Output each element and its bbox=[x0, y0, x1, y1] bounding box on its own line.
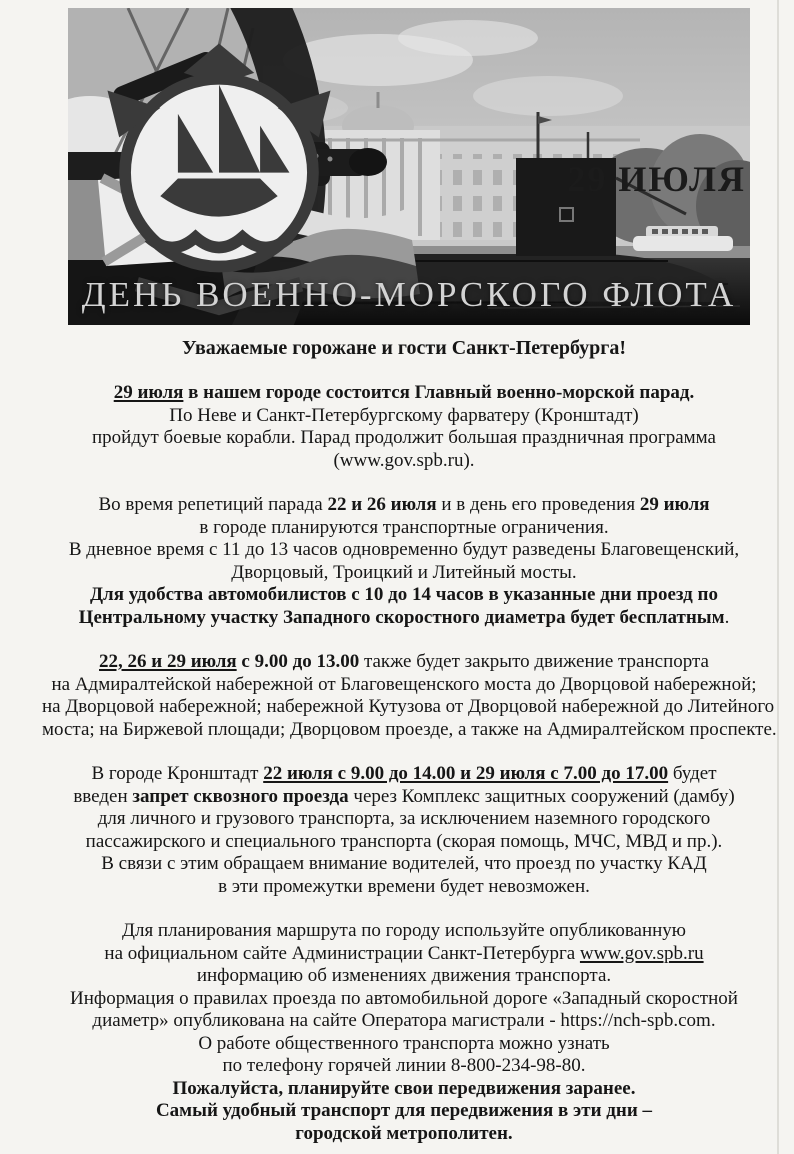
text-line bbox=[42, 965, 766, 988]
paragraph bbox=[42, 382, 766, 472]
text-run: с 9.00 до 13.00 bbox=[236, 651, 360, 672]
text-line bbox=[42, 651, 766, 674]
text-run: . bbox=[724, 606, 730, 628]
text-line bbox=[42, 808, 766, 831]
text-line bbox=[42, 876, 766, 899]
text-line bbox=[42, 718, 777, 742]
text-run: 29 июля bbox=[113, 382, 184, 403]
text-line bbox=[42, 607, 766, 630]
text-run: О работе общественного транспорта можно узнать bbox=[198, 1032, 610, 1054]
text-run: информацию об изменениях движения транспорта. bbox=[196, 965, 612, 986]
text-line bbox=[42, 696, 775, 719]
text-line bbox=[42, 539, 766, 562]
text-run: Дворцовый, Троицкий и Литейный мосты. bbox=[231, 561, 577, 583]
text-run: Для планирования маршрута по городу используйте опубликованную bbox=[122, 920, 686, 941]
text-run: будет bbox=[668, 763, 717, 784]
text-run: Самый удобный транспорт для передвижения в эти дни – bbox=[155, 1100, 653, 1121]
text-line bbox=[42, 763, 766, 786]
text-run: . bbox=[710, 1010, 716, 1031]
text-run: в нашем городе состоится Главный военно-морской парад. bbox=[183, 382, 695, 403]
text-line bbox=[42, 427, 766, 450]
text-line bbox=[42, 831, 766, 854]
text-line bbox=[42, 1055, 766, 1078]
text-run: Пожалуйста, планируйте свои передвижения заранее. bbox=[172, 1077, 636, 1099]
text-line bbox=[42, 1010, 766, 1033]
text-line bbox=[42, 786, 766, 809]
text-run: также будет закрыто движение транспорта bbox=[359, 651, 709, 672]
text-line bbox=[42, 1033, 766, 1056]
text-run: 29 июля bbox=[639, 494, 710, 515]
link-text: www.gov.spb.ru bbox=[579, 942, 704, 964]
document-body bbox=[42, 337, 777, 1145]
paragraph bbox=[42, 494, 766, 629]
scan-edge-artifact bbox=[777, 0, 779, 1154]
text-run: В связи с этим обращаем внимание водителей, что проезд по участку КАД bbox=[101, 853, 707, 874]
header-photo bbox=[68, 8, 750, 325]
text-run: пассажирского и специального транспорта (скорая помощь, МЧС, МВД и пр.). bbox=[85, 830, 723, 852]
text-run: В дневное время с 11 до 13 часов одновременно будут разведены Благовещенский, bbox=[68, 539, 740, 560]
paragraph bbox=[42, 763, 766, 898]
text-line bbox=[42, 1100, 766, 1123]
text-line bbox=[42, 450, 766, 473]
text-run: для личного и грузового транспорта, за исключением наземного городского bbox=[97, 808, 711, 829]
text-line bbox=[42, 1078, 766, 1101]
text-run: Во время репетиций парада bbox=[98, 494, 328, 515]
text-run: В городе Кронштадт bbox=[91, 763, 264, 784]
text-run: через Комплекс защитных сооружений (дамбу) bbox=[348, 785, 735, 807]
text-run: 22 июля с 9.00 до 14.00 и 29 июля с 7.00 до 17.00 bbox=[263, 763, 669, 784]
paragraph bbox=[42, 1078, 766, 1146]
text-line bbox=[42, 562, 766, 585]
text-line bbox=[42, 853, 766, 876]
text-run: по телефону горячей линии 8-800-234-98-80. bbox=[222, 1055, 586, 1076]
photo-title: ДЕНЬ ВОЕННО-МОРСКОГО ФЛОТА bbox=[81, 275, 737, 314]
text-line bbox=[42, 920, 766, 943]
text-line bbox=[42, 1123, 766, 1146]
text-run: на Дворцовой набережной; набережной Кутузова от Дворцовой набережной до Литейного bbox=[42, 696, 775, 717]
text-line bbox=[42, 674, 766, 697]
text-run: пройдут боевые корабли. Парад продолжит большая праздничная программа bbox=[92, 427, 716, 448]
text-run: на официальном сайте Администрации Санкт-Петербурга bbox=[104, 942, 580, 964]
paragraph bbox=[42, 920, 766, 1078]
text-run: 22, 26 и 29 июля bbox=[99, 651, 237, 672]
text-line bbox=[42, 382, 766, 405]
text-run: в городе планируются транспортные ограничения. bbox=[199, 516, 609, 538]
salutation: Уважаемые горожане и гости Санкт-Петербурга! bbox=[181, 337, 627, 359]
text-run: Информация о правилах проезда по автомобильной дороге «Западный скоростной bbox=[70, 987, 738, 1009]
text-run: 22 и 26 июля bbox=[327, 494, 437, 515]
text-line bbox=[42, 584, 766, 607]
text-run: По Неве и Санкт-Петербургскому фарватеру (Кронштадт) bbox=[169, 404, 639, 426]
text-run: запрет сквозного проезда bbox=[132, 785, 349, 807]
text-run: на Адмиралтейской набережной от Благовещенского моста до Дворцовой набережной; bbox=[51, 673, 757, 695]
text-line bbox=[42, 943, 766, 966]
text-run: Для удобства автомобилистов с 10 до 14 часов в указанные дни проезд по bbox=[89, 584, 718, 605]
paragraph bbox=[42, 651, 777, 741]
text-run: (www.gov.spb.ru). bbox=[333, 449, 475, 471]
link-text: https://nch-spb.com bbox=[560, 1010, 711, 1031]
text-line bbox=[42, 988, 766, 1011]
text-line bbox=[42, 494, 766, 517]
text-run: диаметр» опубликована на сайте Оператора магистрали - bbox=[92, 1010, 561, 1031]
text-run: и в день его проведения bbox=[436, 494, 640, 515]
document-paragraphs bbox=[42, 382, 777, 1145]
text-run: Центральному участку Западного скоростного диаметра будет бесплатным bbox=[78, 606, 725, 628]
text-line bbox=[42, 517, 766, 540]
text-run: в эти промежутки времени будет невозможен. bbox=[218, 875, 590, 897]
header-date: 29 ИЮЛЯ bbox=[567, 158, 746, 199]
text-line bbox=[42, 405, 766, 428]
text-run: введен bbox=[73, 785, 133, 807]
text-run: моста; на Биржевой площади; Дворцовом проезде, а также на Адмиралтейском проспекте. bbox=[42, 718, 777, 740]
text-run: городской метрополитен. bbox=[295, 1122, 513, 1144]
